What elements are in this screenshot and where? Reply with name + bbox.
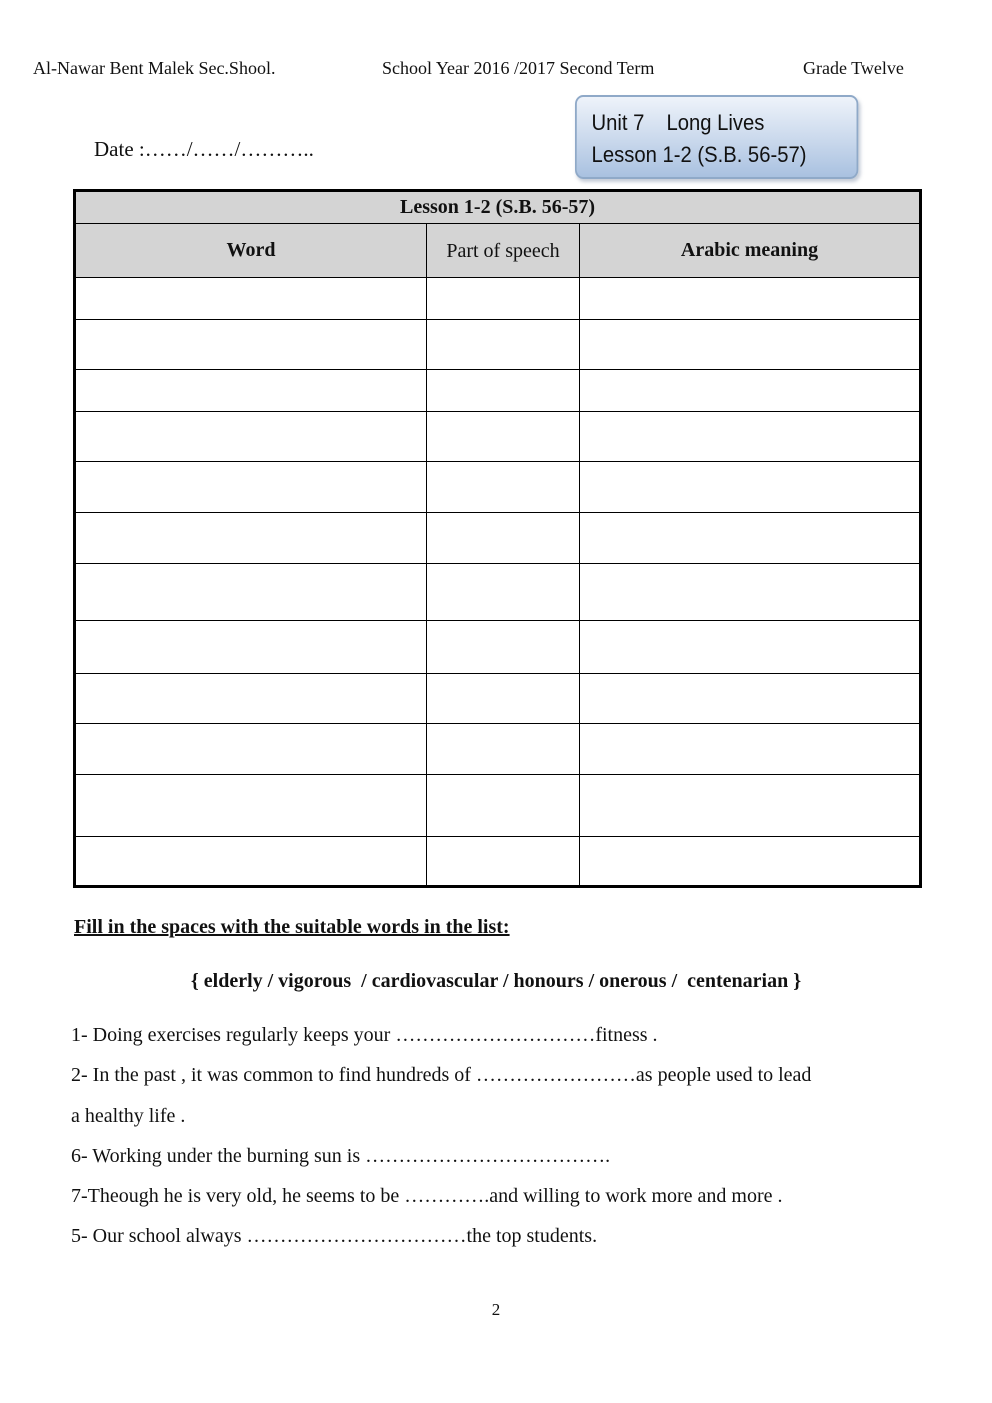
arabic-meaning-cell[interactable] <box>580 370 921 412</box>
table-row <box>75 564 921 621</box>
school-name: Al-Nawar Bent Malek Sec.Shool. <box>33 58 276 78</box>
question-5: 5- Our school always ……………………………the top students. <box>71 1225 598 1247</box>
word-cell[interactable] <box>75 837 427 887</box>
unit-lesson: Lesson 1-2 (S.B. 56-57) <box>591 142 807 167</box>
exercise-instruction: Fill in the spaces with the suitable words in the list: <box>74 916 510 938</box>
word-cell[interactable] <box>75 621 427 674</box>
header-word: Word <box>75 224 427 278</box>
word-cell[interactable] <box>75 462 427 513</box>
grade-label: Grade Twelve <box>803 58 904 78</box>
unit-number: Unit 7 <box>591 110 645 135</box>
table-row <box>75 513 921 564</box>
question-6: 6- Working under the burning sun is ………………………………. <box>71 1145 611 1167</box>
arabic-meaning-cell[interactable] <box>580 837 921 887</box>
table-row <box>75 320 921 370</box>
table-row <box>75 837 921 887</box>
arabic-meaning-cell[interactable] <box>580 674 921 724</box>
question-2-continued: a healthy life . <box>71 1105 186 1127</box>
table-row <box>75 278 921 320</box>
page-number: 2 <box>491 1300 501 1319</box>
table-row <box>75 621 921 674</box>
unit-info-box <box>575 95 858 179</box>
part-of-speech-cell[interactable] <box>427 462 580 513</box>
part-of-speech-cell[interactable] <box>427 775 580 837</box>
word-cell[interactable] <box>75 775 427 837</box>
word-cell[interactable] <box>75 513 427 564</box>
part-of-speech-cell[interactable] <box>427 724 580 775</box>
part-of-speech-cell[interactable] <box>427 370 580 412</box>
part-of-speech-cell[interactable] <box>427 621 580 674</box>
question-2: 2- In the past , it was common to find hundreds of ……………………as people used to lead <box>71 1064 812 1086</box>
table-title: Lesson 1-2 (S.B. 56-57) <box>75 191 921 224</box>
part-of-speech-cell[interactable] <box>427 513 580 564</box>
word-cell[interactable] <box>75 278 427 320</box>
question-1: 1- Doing exercises regularly keeps your …………………………fitness . <box>71 1024 658 1046</box>
arabic-meaning-cell[interactable] <box>580 775 921 837</box>
table-row <box>75 412 921 462</box>
table-row <box>75 674 921 724</box>
word-cell[interactable] <box>75 412 427 462</box>
arabic-meaning-cell[interactable] <box>580 513 921 564</box>
word-cell[interactable] <box>75 674 427 724</box>
school-year: School Year 2016 /2017 Second Term <box>382 58 655 78</box>
part-of-speech-cell[interactable] <box>427 837 580 887</box>
word-cell[interactable] <box>75 370 427 412</box>
part-of-speech-cell[interactable] <box>427 412 580 462</box>
part-of-speech-cell[interactable] <box>427 320 580 370</box>
arabic-meaning-cell[interactable] <box>580 278 921 320</box>
arabic-meaning-cell[interactable] <box>580 462 921 513</box>
header-arabic-meaning: Arabic meaning <box>580 224 921 278</box>
part-of-speech-cell[interactable] <box>427 564 580 621</box>
word-list: { elderly / vigorous / cardiovascular / honours / onerous / centenarian } <box>190 970 802 992</box>
question-7: 7-Theough he is very old, he seems to be ………….and willing to work more and more . <box>71 1185 783 1207</box>
arabic-meaning-cell[interactable] <box>580 320 921 370</box>
header-part-of-speech: Part of speech <box>427 224 580 278</box>
vocabulary-table <box>73 189 922 888</box>
table-row <box>75 775 921 837</box>
word-cell[interactable] <box>75 724 427 775</box>
word-cell[interactable] <box>75 320 427 370</box>
arabic-meaning-cell[interactable] <box>580 412 921 462</box>
date-line: Date :……/……/……….. <box>94 137 314 161</box>
arabic-meaning-cell[interactable] <box>580 564 921 621</box>
part-of-speech-cell[interactable] <box>427 674 580 724</box>
table-row <box>75 724 921 775</box>
table-row <box>75 462 921 513</box>
part-of-speech-cell[interactable] <box>427 278 580 320</box>
arabic-meaning-cell[interactable] <box>580 621 921 674</box>
unit-title: Long Lives <box>666 110 765 135</box>
word-cell[interactable] <box>75 564 427 621</box>
arabic-meaning-cell[interactable] <box>580 724 921 775</box>
table-row <box>75 370 921 412</box>
